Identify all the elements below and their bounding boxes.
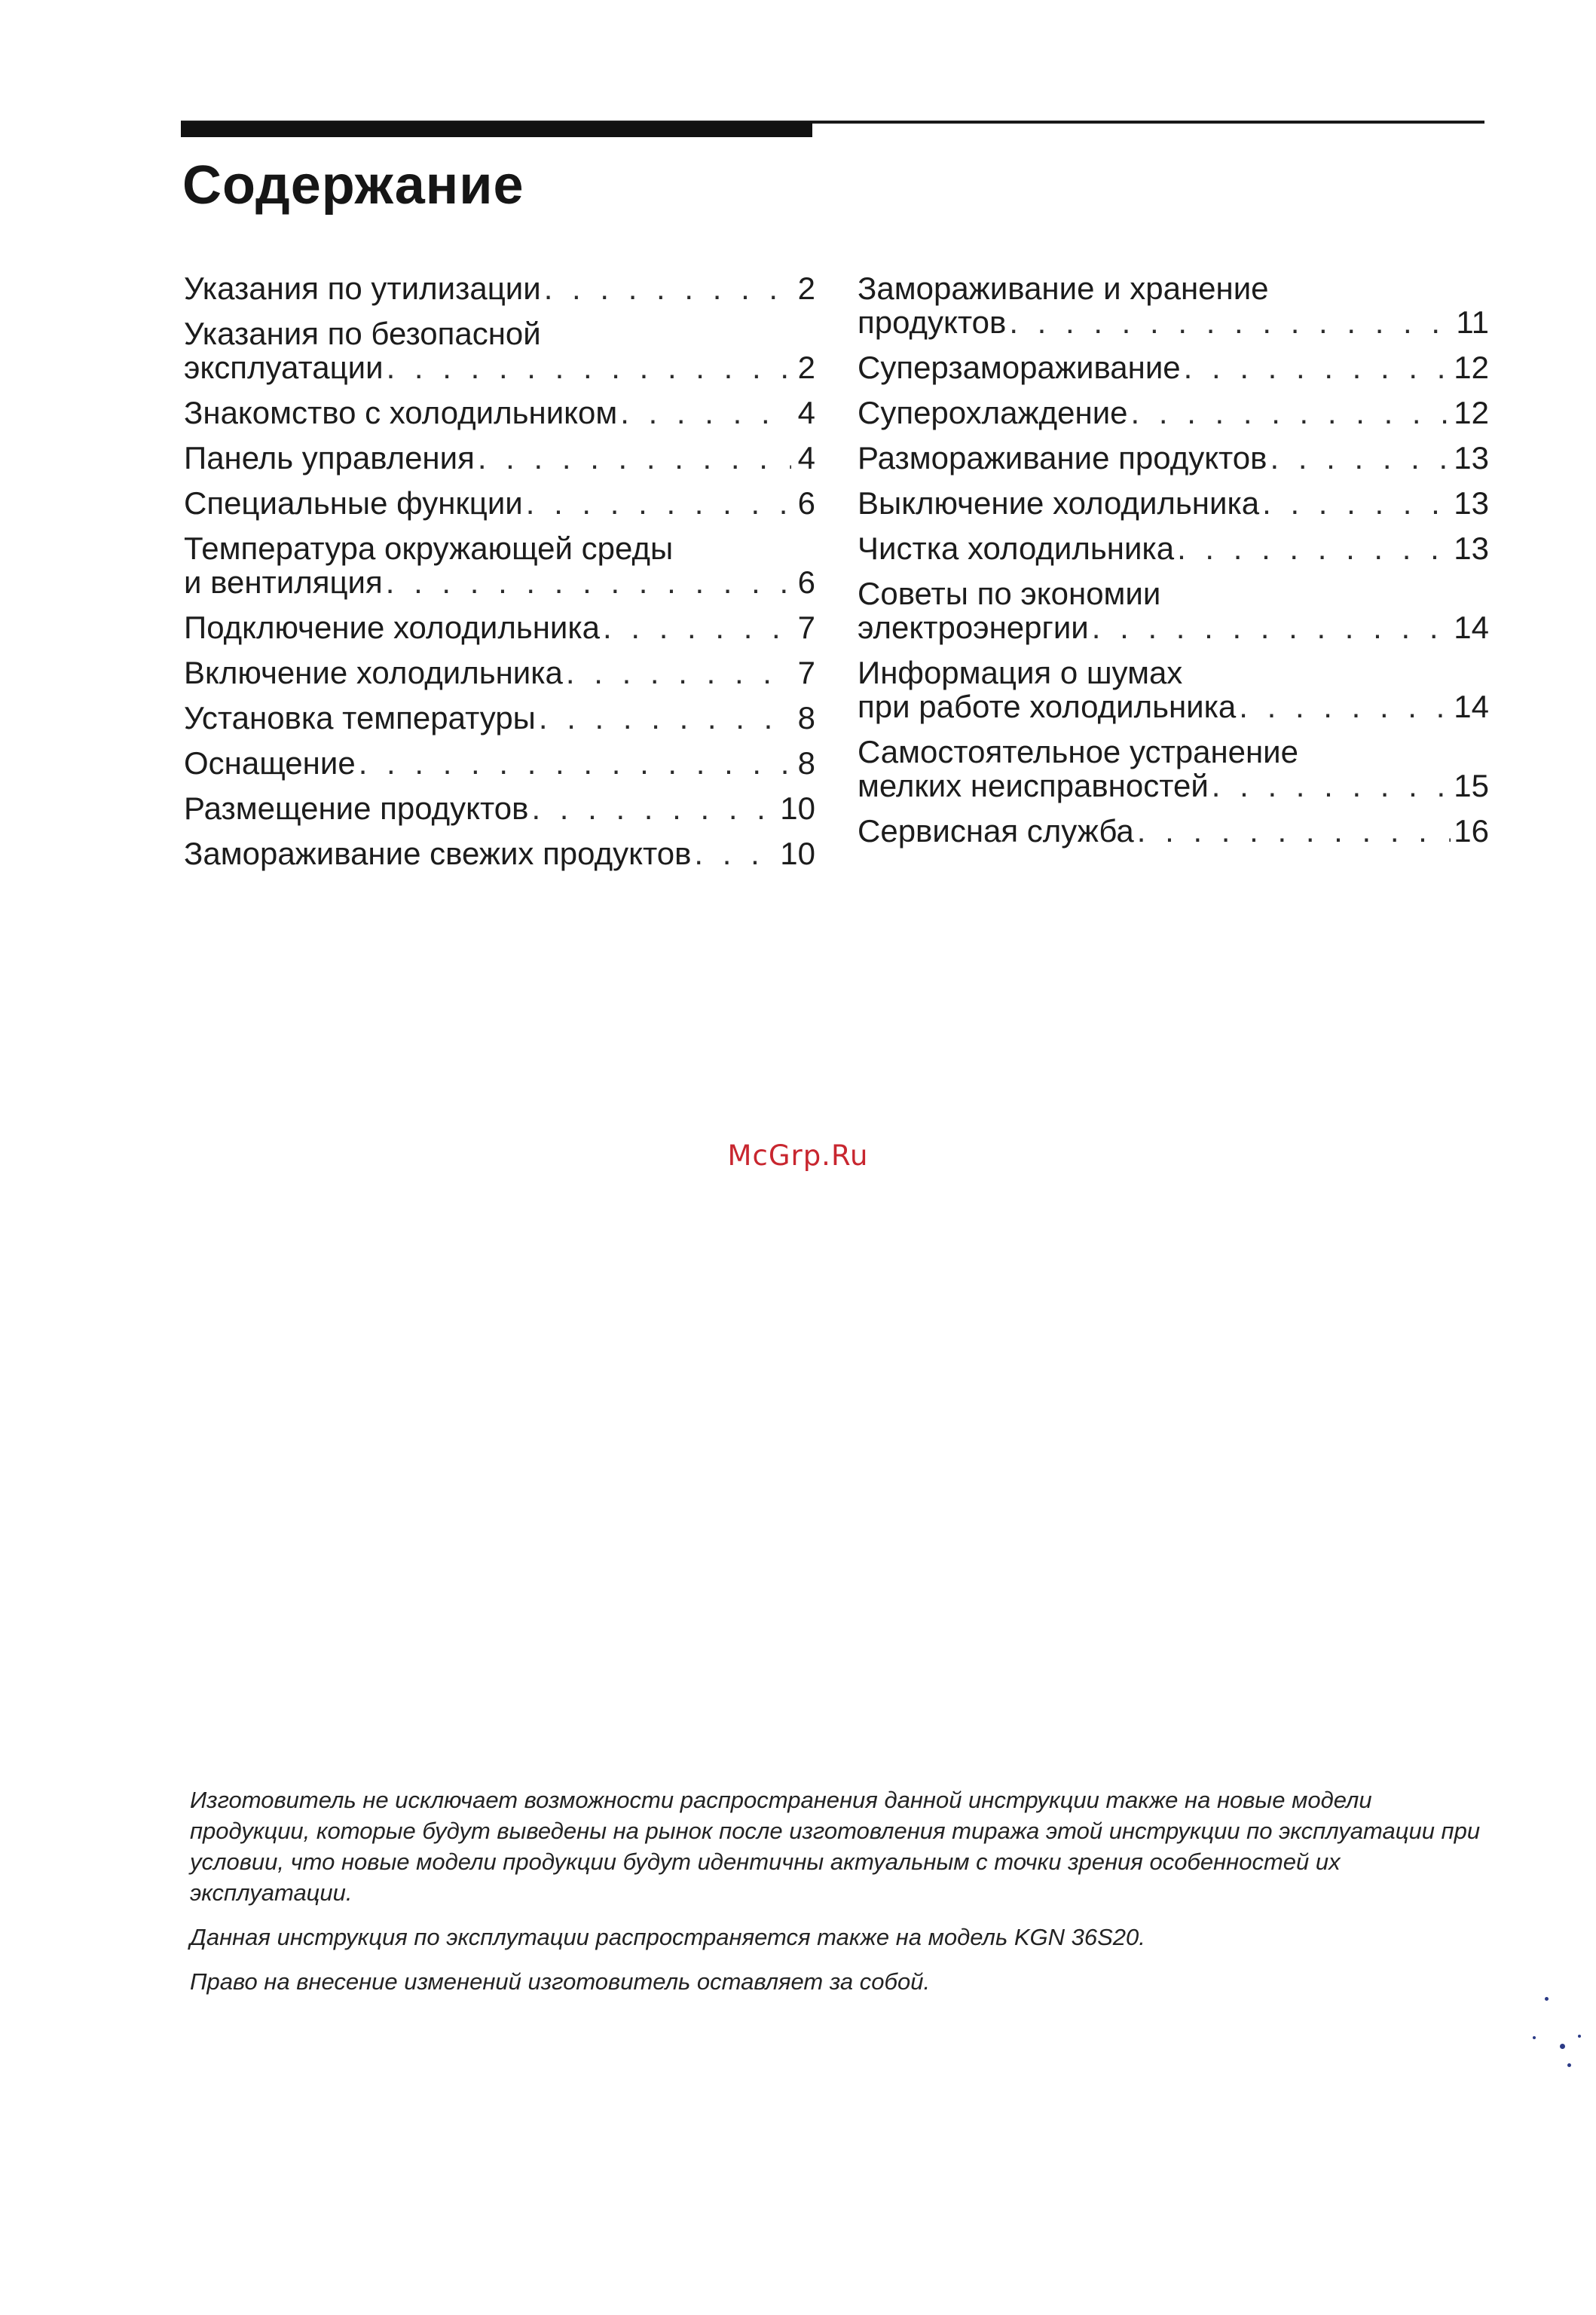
toc-leader-dots bbox=[1184, 350, 1451, 384]
toc-page-number: 14 bbox=[1454, 689, 1489, 724]
toc-page-number: 7 bbox=[797, 655, 815, 690]
toc-leader-dots bbox=[620, 396, 791, 430]
toc-entry[interactable] bbox=[858, 656, 1489, 723]
toc-page-number: 14 bbox=[1454, 610, 1489, 645]
toc-entry-title: Размораживание продуктов bbox=[858, 440, 1267, 476]
toc-entry[interactable] bbox=[184, 271, 815, 305]
toc-page-number: 8 bbox=[797, 745, 815, 781]
toc-leader-dots bbox=[386, 565, 791, 599]
toc-leader-dots bbox=[531, 791, 777, 825]
toc-entry[interactable] bbox=[858, 350, 1489, 384]
footer-paragraph: Данная инструкция по эксплутации распространяется также на модель KGN 36S20. bbox=[190, 1924, 1145, 1950]
toc-entry[interactable] bbox=[858, 735, 1489, 803]
toc-page-number: 2 bbox=[797, 350, 815, 385]
toc-entry[interactable] bbox=[858, 271, 1489, 339]
scan-speck bbox=[1545, 1997, 1549, 2001]
toc-entry-title: Указания по безопасной bbox=[184, 316, 541, 351]
toc-entry[interactable] bbox=[184, 701, 815, 735]
toc-entry[interactable] bbox=[184, 791, 815, 825]
toc-page-number: 4 bbox=[797, 395, 815, 430]
toc-leader-dots bbox=[1239, 690, 1451, 723]
header-rule-thick bbox=[181, 122, 812, 137]
toc-page-number: 16 bbox=[1454, 813, 1489, 849]
toc-page-number: 10 bbox=[780, 836, 815, 871]
footer-notes bbox=[190, 1784, 1494, 2011]
toc-entry-title: Оснащение bbox=[184, 745, 356, 781]
toc-leader-dots bbox=[544, 271, 791, 305]
toc-entry[interactable] bbox=[858, 396, 1489, 430]
toc-left-column bbox=[184, 271, 815, 882]
toc-page-number: 12 bbox=[1454, 350, 1489, 385]
scan-speck bbox=[1560, 2044, 1565, 2049]
scan-speck bbox=[1533, 2036, 1536, 2039]
toc-entry-title: Указания по утилизации bbox=[184, 271, 541, 306]
toc-entry[interactable] bbox=[858, 531, 1489, 565]
toc-entry[interactable] bbox=[184, 836, 815, 870]
toc-leader-dots bbox=[387, 350, 791, 384]
page-title: Содержание bbox=[182, 155, 524, 216]
toc-entry-title: Знакомство с холодильником bbox=[184, 395, 618, 430]
toc-entry-title: Чистка холодильника bbox=[858, 531, 1175, 566]
toc-entry-title: Суперохлаждение bbox=[858, 395, 1128, 430]
toc-entry-title: Установка температуры bbox=[184, 700, 536, 735]
toc-entry[interactable] bbox=[184, 317, 815, 384]
toc-entry[interactable] bbox=[858, 486, 1489, 520]
toc-leader-dots bbox=[1092, 610, 1451, 644]
toc-entry[interactable] bbox=[184, 531, 815, 599]
toc-leader-dots bbox=[603, 610, 791, 644]
toc-page-number: 15 bbox=[1454, 768, 1489, 803]
toc-entry[interactable] bbox=[858, 441, 1489, 475]
toc-entry-title: при работе холодильника bbox=[858, 689, 1237, 724]
toc-leader-dots bbox=[359, 746, 791, 780]
toc-entry-title: Специальные функции bbox=[184, 485, 523, 521]
toc-leader-dots bbox=[1131, 396, 1451, 430]
toc-entry-title: мелких неисправностей bbox=[858, 768, 1209, 803]
toc-leader-dots bbox=[1009, 305, 1453, 339]
toc-entry-title: Замораживание и хранение bbox=[858, 271, 1269, 306]
toc-leader-dots bbox=[1262, 486, 1451, 520]
toc-entry-title: Размещение продуктов bbox=[184, 791, 529, 826]
toc-entry[interactable] bbox=[184, 441, 815, 475]
toc-entry[interactable] bbox=[858, 814, 1489, 848]
toc-leader-dots bbox=[1212, 769, 1451, 803]
toc-entry[interactable] bbox=[184, 396, 815, 430]
toc-entry-title: Панель управления bbox=[184, 440, 475, 476]
watermark[interactable]: McGrp.Ru bbox=[727, 1139, 869, 1172]
toc-page-number: 6 bbox=[797, 564, 815, 600]
toc-entry-title: Советы по экономии bbox=[858, 576, 1161, 611]
toc-entry-title: Температура окружающей среды bbox=[184, 531, 674, 566]
toc-entry-title: Подключение холодильника bbox=[184, 610, 601, 645]
toc-entry-title: продуктов bbox=[858, 304, 1007, 340]
toc-leader-dots bbox=[526, 486, 791, 520]
toc-entry-title: Информация о шумах bbox=[858, 655, 1183, 690]
toc-entry-title: эксплуатации bbox=[184, 350, 384, 385]
toc-leader-dots bbox=[539, 701, 791, 735]
toc-page-number: 7 bbox=[797, 610, 815, 645]
toc-entry[interactable] bbox=[858, 576, 1489, 644]
toc-entry-title: Сервисная служба bbox=[858, 813, 1134, 849]
toc-entry-title: и вентиляция bbox=[184, 564, 383, 600]
toc-page-number: 6 bbox=[797, 485, 815, 521]
toc-leader-dots bbox=[1270, 441, 1451, 475]
toc-entry-title: Включение холодильника bbox=[184, 655, 563, 690]
toc-entry-title: Самостоятельное устранение bbox=[858, 734, 1299, 769]
toc-page-number: 10 bbox=[780, 791, 815, 826]
footer-paragraph: Изготовитель не исключает возможности распространения данной инструкции также на новые модели продукции, которые будут выведены на рынок после изготовления тиража этой инструкции по эксплуатации при условии, что новые модели продукции будут идентичны актуальным с точки зрения особенностей их эксплуатации. bbox=[190, 1787, 1481, 1906]
toc-page-number: 13 bbox=[1454, 485, 1489, 521]
toc-page-number: 2 bbox=[797, 271, 815, 306]
toc-page-number: 13 bbox=[1454, 531, 1489, 566]
footer-paragraph: Право на внесение изменений изготовитель оставляет за собой. bbox=[190, 1968, 931, 1995]
toc-entry[interactable] bbox=[184, 746, 815, 780]
scan-speck bbox=[1578, 2035, 1581, 2038]
toc-leader-dots bbox=[566, 656, 791, 690]
toc-leader-dots bbox=[694, 836, 777, 870]
scan-speck bbox=[1567, 2063, 1571, 2067]
toc-page-number: 8 bbox=[797, 700, 815, 735]
toc-page-number: 4 bbox=[797, 440, 815, 476]
toc-leader-dots bbox=[478, 441, 791, 475]
toc-page-number: 12 bbox=[1454, 395, 1489, 430]
toc-entry-title: Выключение холодильника bbox=[858, 485, 1260, 521]
toc-page-number: 13 bbox=[1454, 440, 1489, 476]
toc-leader-dots bbox=[1137, 814, 1451, 848]
toc-right-column bbox=[858, 271, 1489, 859]
toc-entry-title: электроэнергии bbox=[858, 610, 1089, 645]
toc-entry-title: Суперзамораживание bbox=[858, 350, 1181, 385]
toc-entry[interactable] bbox=[184, 610, 815, 644]
toc-entry-title: Замораживание свежих продуктов bbox=[184, 836, 692, 871]
toc-page-number: 11 bbox=[1456, 304, 1489, 340]
toc-leader-dots bbox=[1177, 531, 1451, 565]
toc-entry[interactable] bbox=[184, 486, 815, 520]
toc-entry[interactable] bbox=[184, 656, 815, 690]
